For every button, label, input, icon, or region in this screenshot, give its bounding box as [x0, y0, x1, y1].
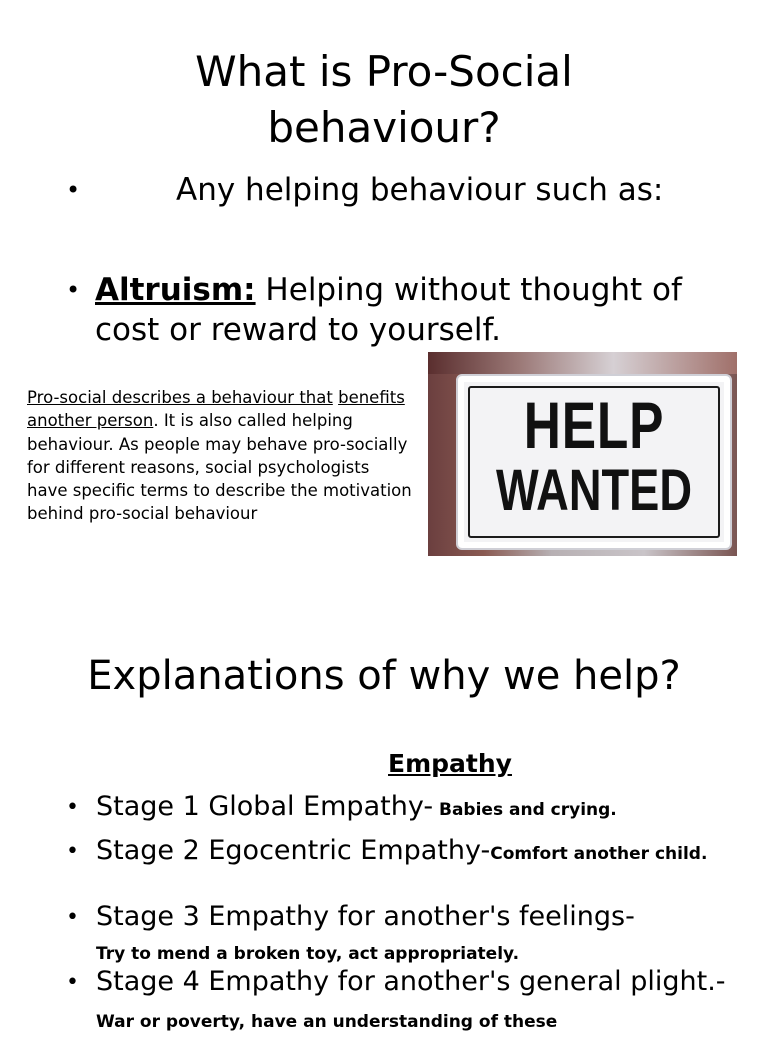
bullet-icon: • — [66, 905, 79, 930]
stage-tail: . — [610, 800, 617, 820]
sign-board — [456, 374, 732, 550]
stage-item-3 — [66, 900, 756, 971]
stage-detail: Try to mend a broken toy, act appropriately — [96, 944, 513, 964]
stage-tail: . — [512, 944, 520, 964]
bullet-icon: • — [66, 276, 81, 304]
stage-tail: . — [700, 844, 708, 864]
altruism-term: Altruism: — [95, 272, 256, 308]
page-title-line2: behaviour? — [267, 103, 501, 152]
note-underlined-1: Pro-social describes a behaviour that — [27, 388, 333, 407]
bullet-icon: • — [66, 795, 79, 820]
help-wanted-sign-image — [428, 352, 737, 556]
sign-text-line2: WANTED — [495, 458, 693, 523]
stage-item-1 — [66, 790, 756, 827]
altruism-definition: Helping without thought of — [255, 272, 682, 308]
sign-text-line1: HELP — [523, 388, 665, 462]
empathy-subheading: Empathy — [388, 749, 512, 778]
note-underlined-2: benefits another person — [27, 388, 405, 431]
sign-background — [428, 352, 737, 374]
definition-note — [27, 386, 412, 526]
intro-bullet-1-text: Any helping behaviour such as: — [176, 172, 664, 208]
page-title-line1: What is Pro-Social — [195, 47, 573, 96]
stage-label: Stage 2 Egocentric Empathy- — [96, 835, 491, 866]
stage-label: Stage 1 Global Empathy- — [96, 791, 434, 822]
stage-detail: War or poverty, have an understanding of these — [96, 1012, 558, 1032]
stage-label: Stage 3 Empathy for another's feelings- — [96, 901, 635, 932]
bullet-icon: • — [66, 970, 79, 995]
section-title: Explanations of why we help? — [87, 653, 681, 699]
stage-item-4 — [66, 965, 756, 1039]
stage-detail: Babies and crying — [433, 800, 611, 820]
stage-item-2 — [66, 834, 756, 871]
page-title — [0, 44, 768, 156]
stage-detail: Comfort another child — [490, 844, 701, 864]
stage-label: Stage 4 Empathy for another's general plight.- — [96, 966, 726, 997]
note-text: . It is also called helping behaviour. As people may behave pro-socially for different reasons, social psychologists have specific terms to describe the motivation behind pro-social behaviour — [27, 411, 412, 524]
altruism-definition-continued: cost or reward to yourself. — [95, 312, 501, 348]
bullet-icon: • — [66, 839, 79, 864]
bullet-icon: • — [66, 176, 81, 204]
